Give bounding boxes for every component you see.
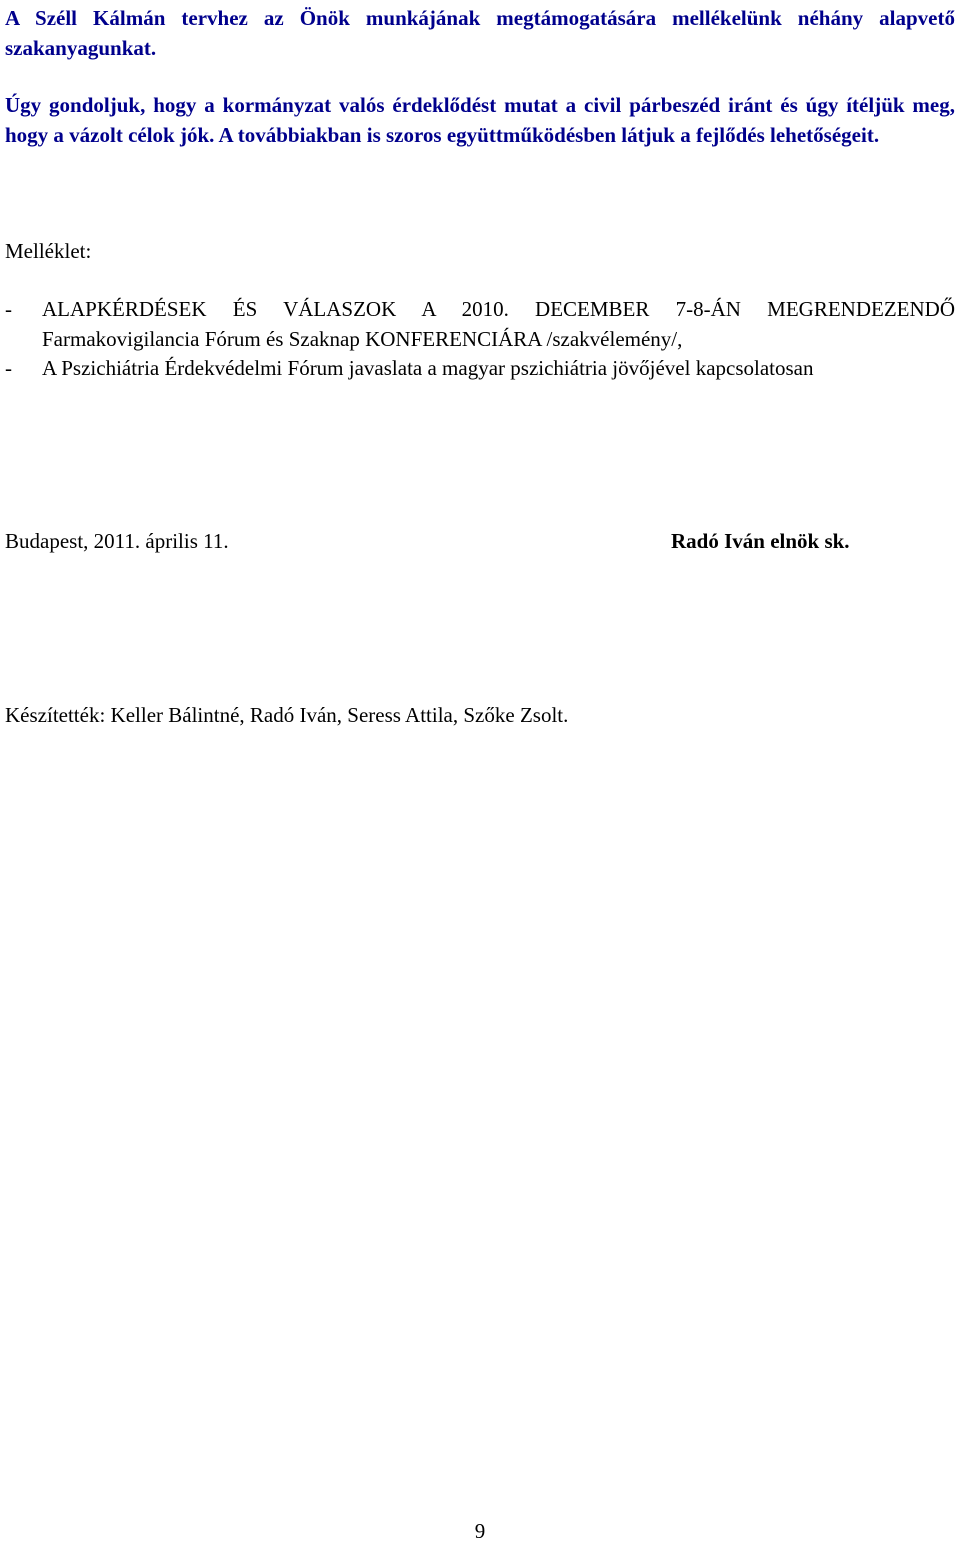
attachments-label: Melléklet: xyxy=(5,239,92,263)
list-item-dash: - xyxy=(5,297,12,321)
signer-name: Radó Iván elnök sk. xyxy=(671,529,850,553)
list-item xyxy=(5,354,955,384)
intro-paragraph-1: A Széll Kálmán tervhez az Önök munkájának megtámogatására mellékelünk néhány alapvető szakanyagunkat. xyxy=(5,6,955,60)
list-item xyxy=(5,295,955,354)
authors-line: Készítették: Keller Bálintné, Radó Iván, Seress Attila, Szőke Zsolt. xyxy=(5,703,569,727)
page-number: 9 xyxy=(474,1519,486,1543)
attachments-list xyxy=(5,295,955,384)
intro-paragraph-2-part-2: A továbbiakban is szoros együttműködésben látjuk a fejlődés lehetőségeit. xyxy=(214,122,880,147)
intro-paragraph-2-part-1: Úgy gondoljuk, hogy a kormányzat valós érdeklődést mutat a civil párbeszéd iránt és úgy ítéljük meg, hogy a vázolt célok jók. xyxy=(5,93,955,147)
list-item-dash: - xyxy=(5,356,12,380)
place-and-date: Budapest, 2011. április 11. xyxy=(5,529,229,553)
list-item-text: ALAPKÉRDÉSEK ÉS VÁLASZOK A 2010. DECEMBER 7-8-ÁN MEGRENDEZENDŐ Farmakovigilancia Fórum és Szaknap KONFERENCIÁRA /szakvélemény/, xyxy=(42,297,955,351)
list-item-text: A Pszichiátria Érdekvédelmi Fórum javaslata a magyar pszichiátria jövőjével kapcsolatosan xyxy=(42,356,814,380)
intro-paragraph-2 xyxy=(5,91,955,150)
